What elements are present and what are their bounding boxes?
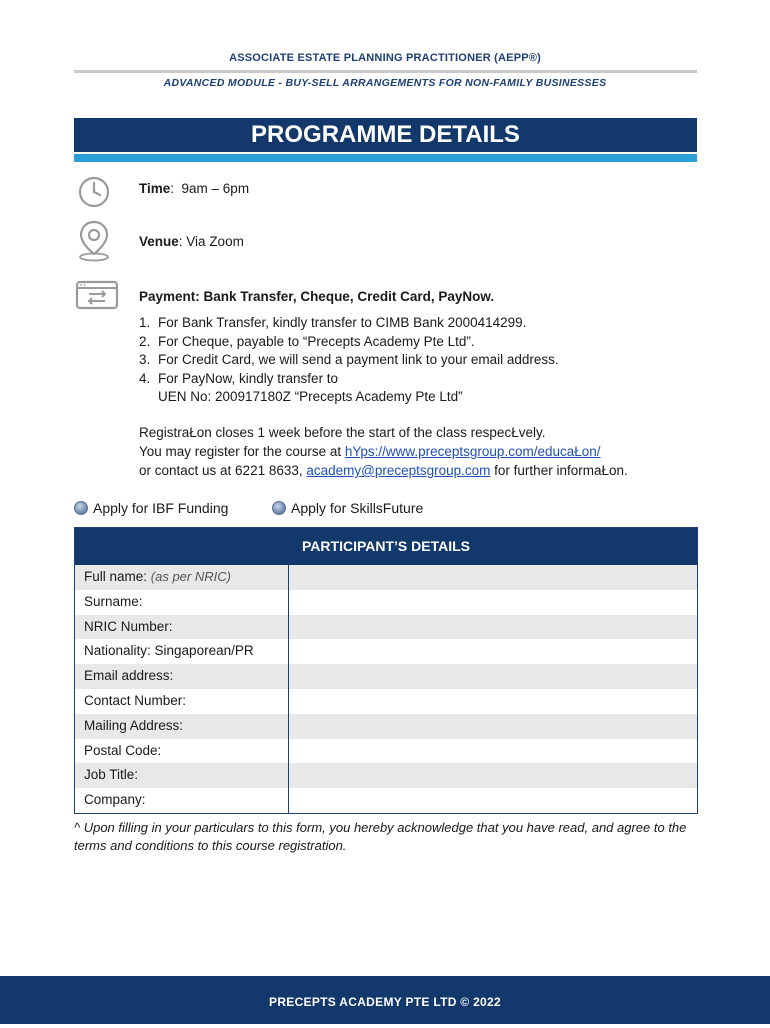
table-row	[75, 639, 697, 664]
list-item: 4. For PayNow, kindly transfer to	[139, 370, 339, 386]
time-line: Time: 9am – 6pm	[139, 181, 250, 196]
contact-number-label: Contact Number:	[75, 689, 289, 714]
nric-field[interactable]	[289, 615, 697, 640]
skillsfuture-radio[interactable]	[272, 501, 286, 515]
course-title: ASSOCIATE ESTATE PLANNING PRACTITIONER (AEPP®)	[229, 52, 541, 64]
nric-label: NRIC Number:	[75, 615, 289, 640]
payment-transfer-icon	[75, 280, 119, 310]
participant-rows	[75, 565, 697, 813]
table-row	[75, 714, 697, 739]
skillsfuture-label: Apply for SkillsFuture	[291, 500, 424, 516]
nationality-field[interactable]	[289, 639, 697, 664]
table-row	[75, 664, 697, 689]
venue-label: Venue	[139, 234, 179, 249]
programme-details-banner: PROGRAMME DETAILS	[74, 118, 697, 152]
postal-code-field[interactable]	[289, 739, 697, 764]
company-label: Company:	[75, 788, 289, 813]
surname-label: Surname:	[75, 590, 289, 615]
table-row	[75, 615, 697, 640]
header-divider	[74, 70, 697, 73]
payment-heading: Payment: Bank Transfer, Cheque, Credit Card, PayNow.	[139, 289, 495, 304]
company-field[interactable]	[289, 788, 697, 813]
job-title-label: Job Title:	[75, 763, 289, 788]
full-name-field[interactable]	[289, 565, 697, 590]
mailing-address-field[interactable]	[289, 714, 697, 739]
venue-value: Via Zoom	[186, 234, 244, 249]
postal-code-label: Postal Code:	[75, 739, 289, 764]
table-row	[75, 788, 697, 813]
list-item: 2. For Cheque, payable to “Precepts Academy Pte Ltd”.	[139, 333, 475, 349]
list-item: 1. For Bank Transfer, kindly transfer to CIMB Bank 2000414299.	[139, 315, 527, 330]
contact-number-field[interactable]	[289, 689, 697, 714]
location-pin-icon	[75, 219, 113, 263]
list-item: UEN No: 200917180Z “Precepts Academy Pte Ltd”	[158, 389, 463, 404]
ibf-funding-label: Apply for IBF Funding	[93, 500, 229, 516]
venue-line: Venue: Via Zoom	[139, 234, 244, 249]
footer-copyright: PRECEPTS ACADEMY PTE LTD © 2022	[0, 976, 770, 1024]
registration-deadline: RegistraŁon closes 1 week before the start of the class respecŁvely.	[139, 425, 546, 440]
table-row	[75, 763, 697, 788]
table-row	[75, 739, 697, 764]
banner-underline	[74, 154, 697, 162]
list-item: 3. For Credit Card, we will send a payment link to your email address.	[139, 352, 559, 367]
email-label: Email address:	[75, 664, 289, 689]
mailing-address-label: Mailing Address:	[75, 714, 289, 739]
registration-info: RegistraŁon closes 1 week before the start of the class respecŁvely. You may register for the course at hYps://www.preceptsgroup.com/educaŁon/ or contact us at 6221 8633, academy@preceptsgroup.com for further informaŁon.	[139, 425, 628, 478]
full-name-hint: (as per NRIC)	[150, 569, 231, 584]
table-row	[75, 689, 697, 714]
time-value: 9am – 6pm	[181, 181, 250, 196]
job-title-field[interactable]	[289, 763, 697, 788]
full-name-label: Full name:	[84, 569, 151, 584]
participant-details-table	[74, 527, 698, 814]
payment-methods-list	[139, 314, 559, 407]
ibf-funding-radio[interactable]	[74, 501, 88, 515]
surname-field[interactable]	[289, 590, 697, 615]
acknowledgement-note: ^ Upon filling in your particulars to this form, you hereby acknowledge that you have read, and agree to the terms and conditions to this course registration.	[74, 820, 687, 853]
nationality-label: Nationality: Singaporean/PR	[75, 639, 289, 664]
time-label: Time	[139, 181, 171, 196]
clock-icon	[75, 175, 113, 209]
email-field[interactable]	[289, 664, 697, 689]
skillsfuture-option[interactable]	[272, 500, 423, 516]
ibf-funding-option[interactable]	[74, 500, 228, 516]
academy-email-link[interactable]: academy@preceptsgroup.com	[306, 463, 491, 478]
module-subtitle: ADVANCED MODULE - BUY-SELL ARRANGEMENTS FOR NON-FAMILY BUSINESSES	[163, 77, 607, 89]
registration-url-link[interactable]: hYps://www.preceptsgroup.com/educaŁon/	[344, 444, 601, 459]
participant-details-heading: PARTICIPANT’S DETAILS	[75, 528, 697, 565]
table-row	[75, 590, 697, 615]
table-row	[75, 565, 697, 590]
